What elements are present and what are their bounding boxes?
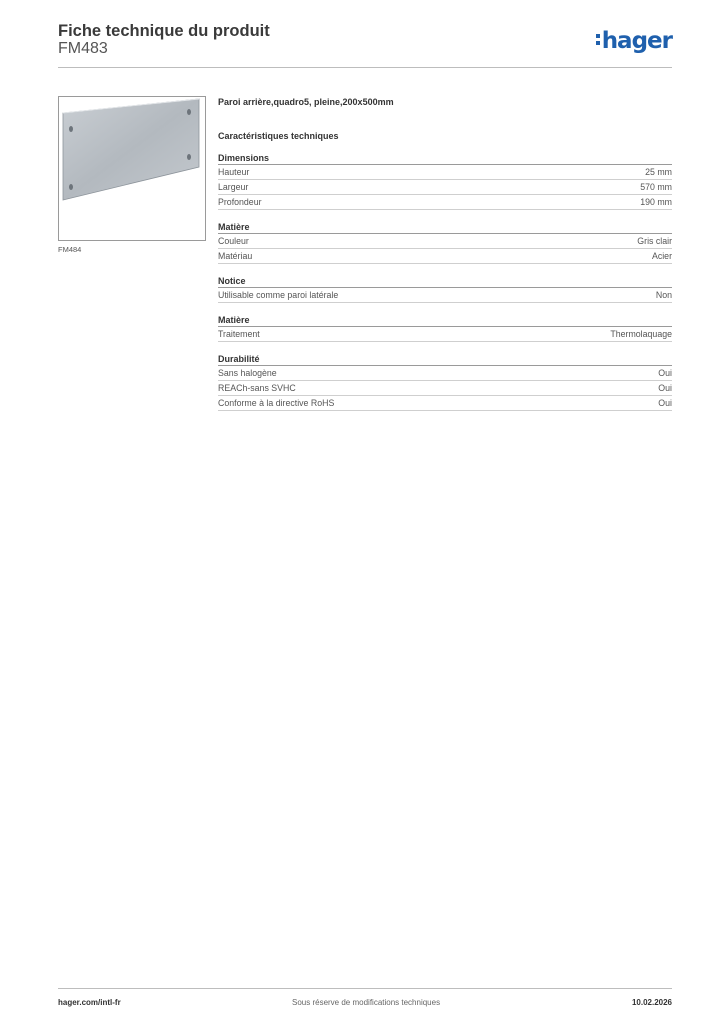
product-image — [58, 96, 206, 241]
spec-value: Oui — [658, 383, 672, 393]
section-title: Durabilité — [218, 353, 672, 366]
footer-divider — [58, 988, 672, 989]
section-material-treatment — [218, 314, 672, 342]
image-caption: FM484 — [58, 245, 82, 254]
spec-row — [218, 327, 672, 342]
section-dimensions — [218, 152, 672, 210]
spec-row — [218, 180, 672, 195]
specifications — [218, 96, 672, 422]
spec-row — [218, 249, 672, 264]
footer-disclaimer: Sous réserve de modifications techniques — [292, 998, 441, 1007]
spec-value: Oui — [658, 398, 672, 408]
spec-label: REACh-sans SVHC — [218, 383, 296, 393]
spec-value: Gris clair — [637, 236, 672, 246]
spec-label: Matériau — [218, 251, 253, 261]
product-name: Paroi arrière,quadro5, pleine,200x500mm — [218, 97, 394, 107]
spec-value: 570 mm — [640, 182, 672, 192]
spec-value: Non — [655, 290, 672, 300]
spec-row — [218, 288, 672, 303]
spec-row — [218, 165, 672, 180]
footer-date: 10.02.2026 — [631, 998, 672, 1007]
section-title: Matière — [218, 314, 672, 327]
logo-text: hager — [601, 28, 672, 54]
section-title: Notice — [218, 275, 672, 288]
page-header — [58, 22, 672, 68]
technical-characteristics-title: Caractéristiques techniques — [218, 131, 339, 141]
spec-row — [218, 366, 672, 381]
spec-label: Profondeur — [218, 197, 262, 207]
spec-row — [218, 234, 672, 249]
spec-row — [218, 195, 672, 210]
product-reference: FM483 — [58, 40, 108, 57]
document-title: Fiche technique du produit — [58, 22, 270, 40]
spec-label: Largeur — [218, 182, 249, 192]
header-divider — [58, 67, 672, 68]
spec-value: Thermolaquage — [610, 329, 672, 339]
section-material — [218, 221, 672, 264]
section-title: Dimensions — [218, 152, 672, 165]
spec-label: Utilisable comme paroi latérale — [218, 290, 339, 300]
section-durability — [218, 353, 672, 411]
spec-label: Traitement — [218, 329, 260, 339]
section-notice — [218, 275, 672, 303]
spec-label: Conforme à la directive RoHS — [218, 398, 335, 408]
spec-value: Acier — [651, 251, 672, 261]
spec-value: Oui — [658, 368, 672, 378]
section-title: Matière — [218, 221, 672, 234]
spec-value: 190 mm — [640, 197, 672, 207]
spec-label: Couleur — [218, 236, 249, 246]
spec-label: Hauteur — [218, 167, 250, 177]
spec-row — [218, 396, 672, 411]
logo-dots-icon — [596, 34, 600, 48]
hager-logo — [596, 27, 672, 55]
spec-row — [218, 381, 672, 396]
footer-website-link[interactable]: hager.com/intl-fr — [58, 998, 121, 1007]
spec-value: 25 mm — [645, 167, 672, 177]
spec-label: Sans halogène — [218, 368, 277, 378]
